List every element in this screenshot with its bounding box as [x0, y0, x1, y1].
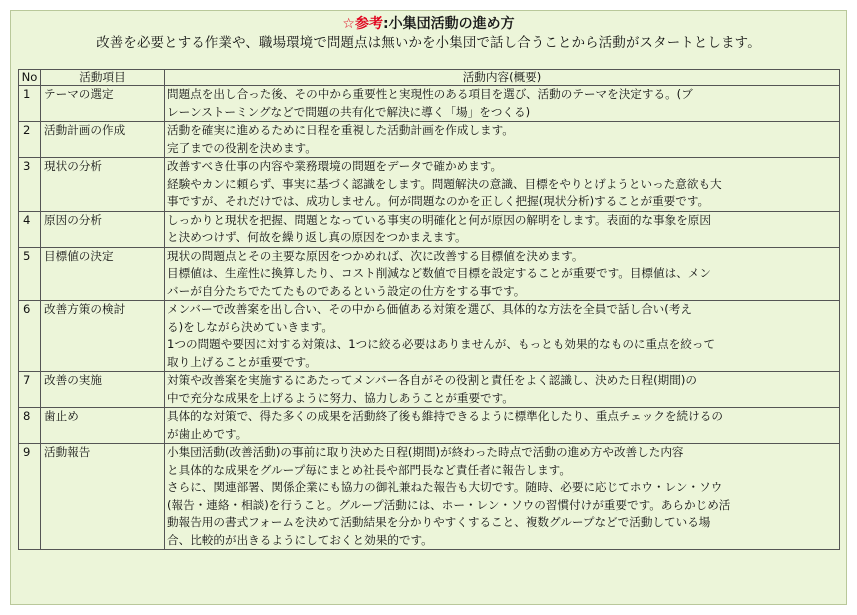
table-header-row: [19, 70, 840, 86]
title-main: 小集団活動の進め方: [388, 16, 515, 32]
row-activity-item: 改善の実施: [41, 372, 165, 408]
content-line: と決めつけず、何故を繰り返し真の原因をつかまえます。: [167, 230, 467, 244]
row-number: 8: [19, 408, 41, 444]
page-subtitle: 改善を必要とする作業や、職場環境で問題点は無いかを小集団で話し合うことから活動がスタートとします。: [96, 36, 761, 51]
table-row: [19, 408, 840, 444]
header-item: 活動項目: [41, 70, 165, 86]
row-activity-content: [165, 444, 840, 550]
content-line: 事ですが、それだけでは、成功しません。何が問題なのかを正しく把握(現状分析)することが重要です。: [167, 194, 710, 208]
content-line: 目標値は、生産性に換算したり、コスト削減など数値で目標を設定することが重要です。目標値は、メン: [167, 266, 711, 280]
content-line: 問題点を出し合った後、その中から重要性と実現性のある項目を選び、活動のテーマを決定する。(ブ: [167, 87, 693, 101]
row-activity-content: [165, 301, 840, 372]
content-line: バーが自分たちでたてたものであるという設定の仕方をする事です。: [167, 283, 526, 298]
content-line: 取り上げることが重要です。: [167, 354, 317, 369]
row-activity-content: [165, 247, 840, 301]
row-activity-content: [165, 86, 840, 122]
row-number: 5: [19, 247, 41, 301]
activity-table: [18, 69, 840, 550]
content-line: 対策や改善案を実施するにあたってメンバー各自がその役割と責任をよく認識し、決めた日程(期間)の: [167, 373, 697, 387]
table-row: [19, 122, 840, 158]
table-row: [19, 444, 840, 550]
table-row: [19, 247, 840, 301]
content-line: 具体的な対策で、得た多くの成果を活動終了後も維持できるように標準化したり、重点チェックを続けるの: [167, 409, 723, 423]
document-panel: [10, 10, 847, 605]
table-body: [19, 86, 840, 550]
table-row: [19, 211, 840, 247]
row-number: 4: [19, 211, 41, 247]
row-number: 3: [19, 158, 41, 212]
content-line: 小集団活動(改善活動)の事前に取り決めた日程(期間)が終わった時点で活動の進め方や改善した内容: [167, 445, 684, 459]
content-line: と具体的な成果をグループ毎にまとめ社長や部門長など責任者に報告します。: [167, 462, 571, 477]
content-line: 活動を確実に進めるために日程を重視した活動計画を作成します。: [167, 123, 514, 137]
star-icon: ☆: [342, 16, 355, 32]
row-activity-content: [165, 211, 840, 247]
row-activity-content: [165, 158, 840, 212]
content-line: しっかりと現状を把握、問題となっている事実の明確化と何が原因の解明をします。表面的な事象を原因: [167, 212, 711, 227]
content-line: る)をしながら決めていきます。: [167, 319, 333, 334]
row-number: 6: [19, 301, 41, 372]
content-line: メンバーで改善案を出し合い、その中から価値ある対策を選び、具体的な方法を全員で話し合い(考え: [167, 302, 692, 316]
row-number: 9: [19, 444, 41, 550]
content-line: 1つの問題や要因に対する対策は、1つに絞る必要はありませんが、もっとも効果的なものに重点を絞って: [167, 337, 716, 351]
row-activity-item: 現状の分析: [41, 158, 165, 212]
header-content: 活動内容(概要): [165, 70, 840, 86]
content-line: 完了までの役割を決めます。: [167, 140, 317, 155]
title-colon: :: [382, 16, 389, 32]
content-line: が歯止めです。: [167, 426, 248, 441]
row-activity-content: [165, 372, 840, 408]
row-activity-item: 改善方策の検討: [41, 301, 165, 372]
content-line: (報告・連絡・相談)を行うこと。グループ活動には、ホー・レン・ソウの習慣付けが重要です。あらかじめ活: [167, 497, 731, 512]
content-line: 現状の問題点とその主要な原因をつかめれば、次に改善する目標値を決めます。: [167, 248, 584, 263]
title-reference-label: 参考: [354, 16, 383, 32]
row-activity-item: 活動計画の作成: [41, 122, 165, 158]
row-activity-item: 歯止め: [41, 408, 165, 444]
row-number: 1: [19, 86, 41, 122]
row-activity-content: [165, 408, 840, 444]
row-activity-item: 活動報告: [41, 444, 165, 550]
row-activity-item: 原因の分析: [41, 211, 165, 247]
table-row: [19, 158, 840, 212]
table-row: [19, 301, 840, 372]
content-line: さらに、関連部署、関係企業にも協力の御礼兼ねた報告も大切です。随時、必要に応じてホウ・レン・ソウ: [167, 480, 723, 494]
row-activity-item: テーマの選定: [41, 86, 165, 122]
table-row: [19, 86, 840, 122]
row-number: 7: [19, 372, 41, 408]
content-line: レーンストーミングなどで問題の共有化で解決に導く「場」をつくる): [167, 104, 531, 119]
content-line: 改善すべき仕事の内容や業務環境の問題をデータで確かめます。: [167, 159, 503, 173]
row-activity-item: 目標値の決定: [41, 247, 165, 301]
content-line: 合、比較的が出きるようにしておくと効果的です。: [167, 532, 433, 547]
content-line: 中で充分な成果を上げるように努力、協力しあうことが重要です。: [167, 390, 514, 405]
row-number: 2: [19, 122, 41, 158]
row-activity-content: [165, 122, 840, 158]
content-line: 動報告用の書式フォームを決めて活動結果を分かりやすくすること、複数グループなどで活動している場: [167, 515, 711, 529]
content-line: 経験やカンに頼らず、事実に基づく認識をします。問題解決の意識、目標をやりとげようといった意欲も大: [167, 176, 722, 191]
table-row: [19, 372, 840, 408]
page-title: [11, 13, 846, 35]
header-no: No: [19, 70, 41, 86]
